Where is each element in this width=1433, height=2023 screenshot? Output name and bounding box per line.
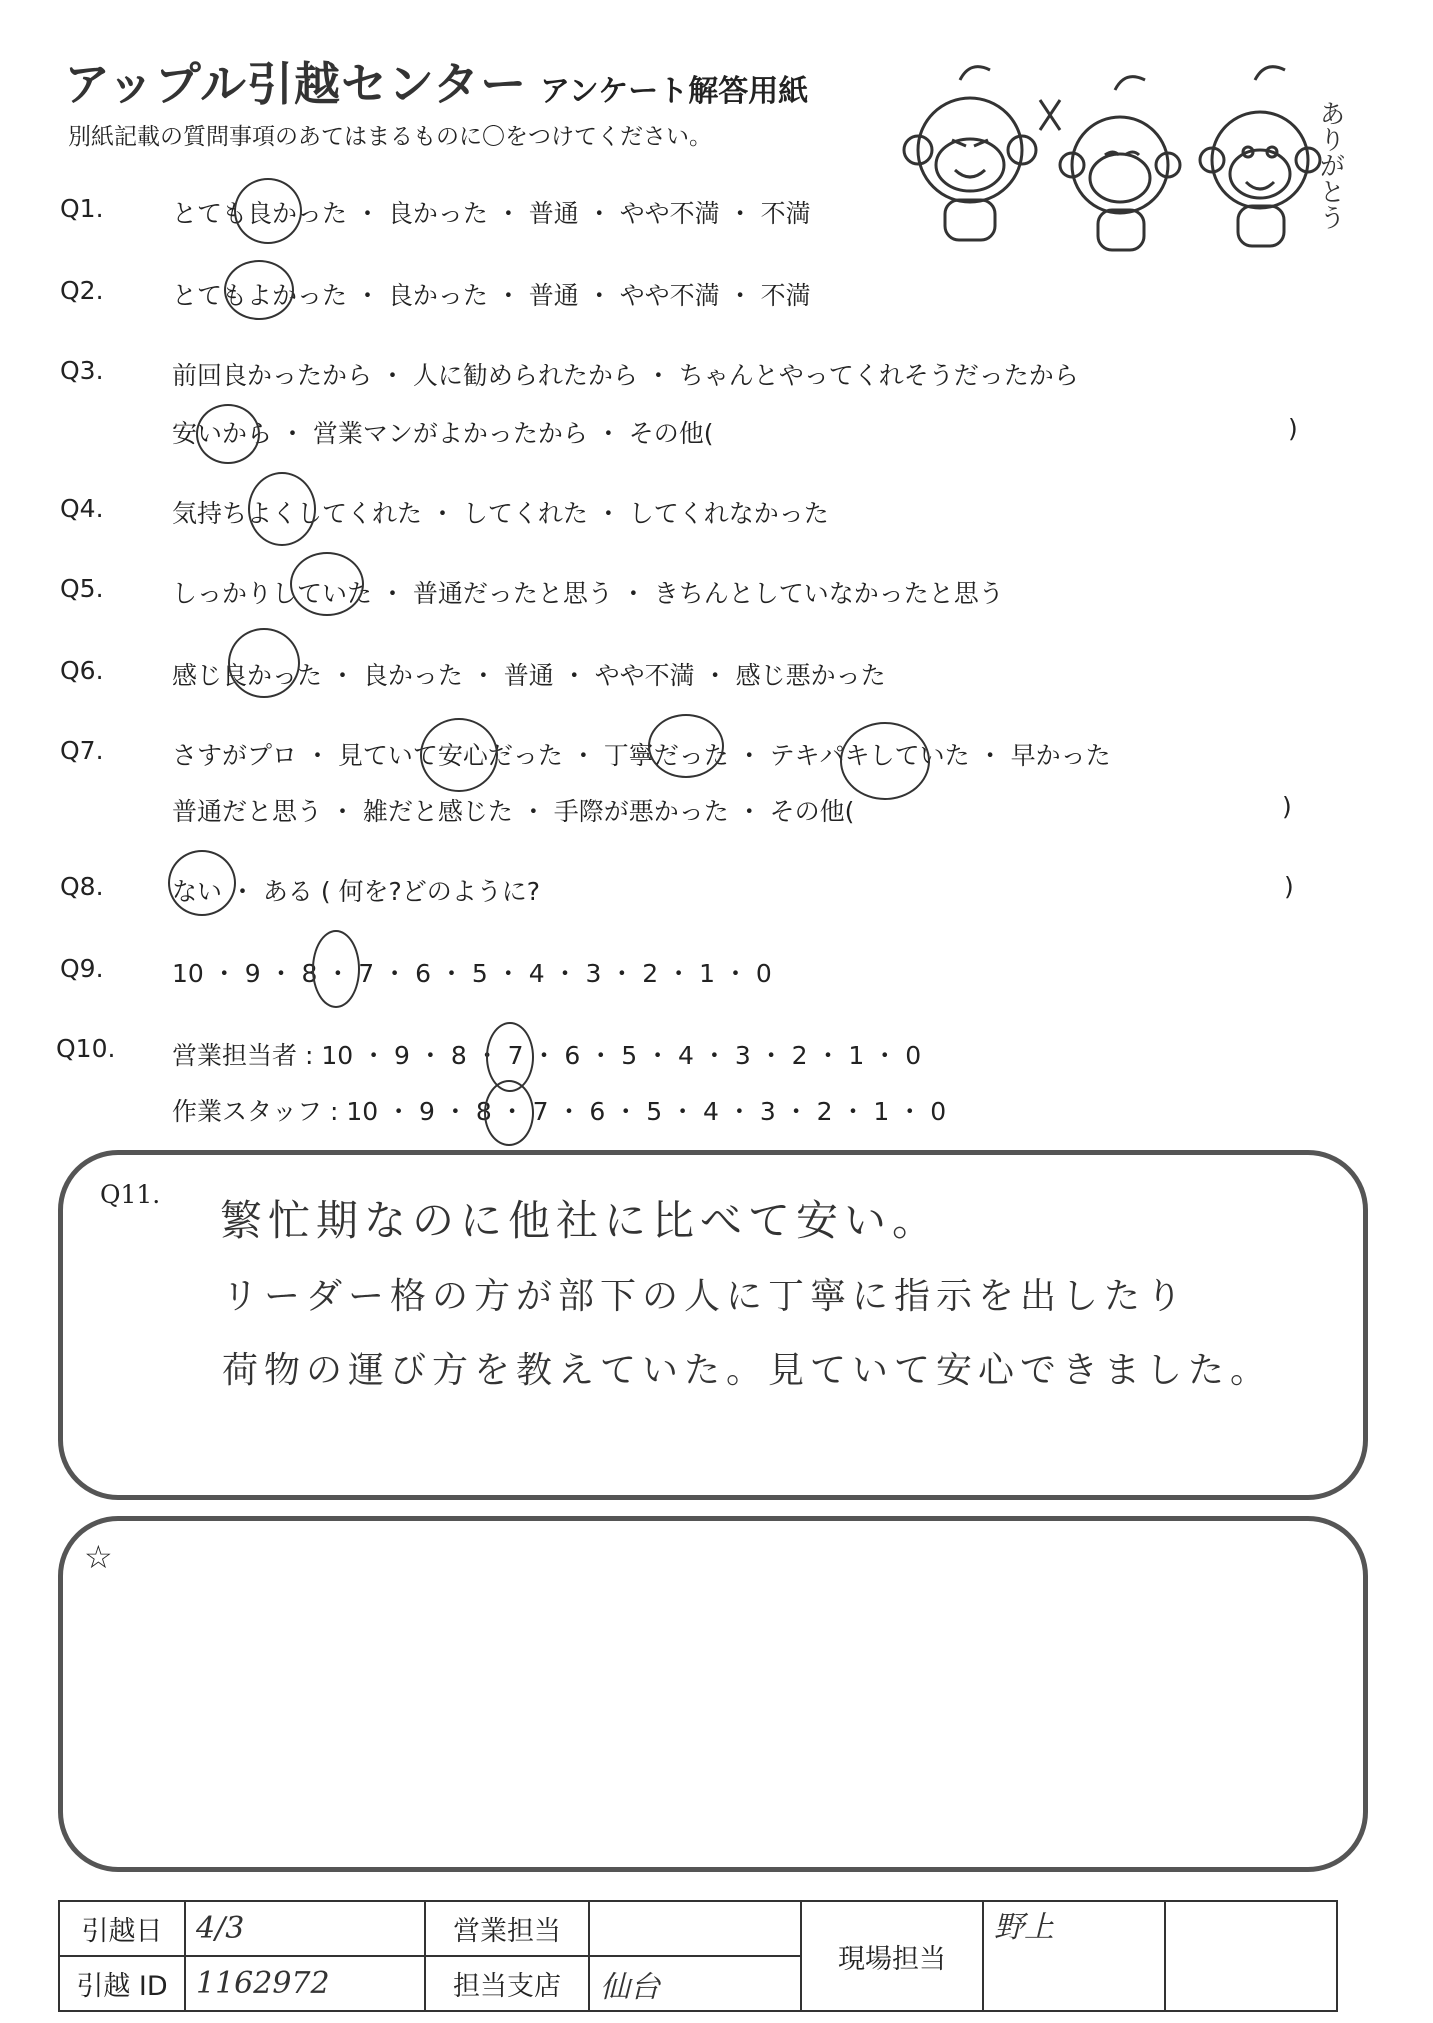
q10-label: Q10. xyxy=(56,1034,116,1063)
q2-label: Q2. xyxy=(60,276,104,305)
q11-comment-line-3: 荷物の運び方を教えていた。見ていて安心できました。 xyxy=(222,1350,1273,1391)
brand-title: アップル引越センター xyxy=(64,57,528,111)
q2-options: とてもよかった ・ 良かった ・ 普通 ・ やや不満 ・ 不満 xyxy=(172,281,811,310)
mascot-caption: ありがとう xyxy=(1315,100,1345,230)
footer-info-table xyxy=(58,1900,1338,2012)
q4-label: Q4. xyxy=(60,494,104,523)
monkey-mascots-illustration xyxy=(900,40,1360,260)
q7-options-line1: さすがプロ ・ 見ていて安心だった ・ 丁寧だった ・ テキパキしていた ・ 早かった xyxy=(172,741,1111,770)
q5-options: しっかりしていた ・ 普通だったと思う ・ きちんとしていなかったと思う xyxy=(172,579,1004,608)
moving-id-label: 引越 ID xyxy=(59,1956,185,2011)
q11-comment-line-1: 繁忙期なのに他社に比べて安い。 xyxy=(220,1196,941,1245)
q7-answer-circle-1 xyxy=(420,718,498,792)
q6-label: Q6. xyxy=(60,656,104,685)
q10-sales-scale: 営業担当者 : 10 ・ 9 ・ 8 ・ 7 ・ 6 ・ 5 ・ 4 ・ 3 ・ 2 ・ 1 ・ 0 xyxy=(172,1041,922,1070)
star-comment-box xyxy=(58,1516,1368,1872)
q3-answer-circle xyxy=(196,404,260,464)
branch-value: 仙台 xyxy=(589,1956,801,2011)
branch-label: 担当支店 xyxy=(425,1956,589,2011)
q7-label: Q7. xyxy=(60,736,104,765)
q1-options: とても良かった ・ 良かった ・ 普通 ・ やや不満 ・ 不満 xyxy=(172,199,811,228)
q5-answer-circle xyxy=(290,552,364,616)
q7-options-line2: 普通だと思う ・ 雑だと感じた ・ 手際が悪かった ・ その他( xyxy=(172,797,855,826)
q3-paren-close: ) xyxy=(1288,414,1298,443)
q11-comment-line-2: リーダー格の方が部下の人に丁寧に指示を出したり xyxy=(222,1276,1189,1317)
q7-paren-close: ) xyxy=(1282,792,1292,821)
q7-answer-circle-3 xyxy=(840,722,930,800)
q2-answer-circle xyxy=(224,260,294,320)
q9-label: Q9. xyxy=(60,954,104,983)
site-rep-label: 現場担当 xyxy=(801,1901,983,2011)
q8-options: ない ・ ある ( 何を?どのように? xyxy=(172,877,541,906)
q7-answer-circle-2 xyxy=(648,714,724,778)
q3-options-line1: 前回良かったから ・ 人に勧められたから ・ ちゃんとやってくれそうだったから xyxy=(172,361,1079,390)
sales-rep-value xyxy=(589,1901,801,1956)
moving-date-value: 4/3 xyxy=(185,1901,425,1956)
q6-answer-circle xyxy=(228,628,300,698)
q3-label: Q3. xyxy=(60,356,104,385)
q11-label: Q11. xyxy=(100,1180,161,1209)
q10-staff-scale: 作業スタッフ : 10 ・ 9 ・ 8 ・ 7 ・ 6 ・ 5 ・ 4 ・ 3 ・ 2 ・ 1 ・ 0 xyxy=(172,1097,947,1126)
star-icon: ☆ xyxy=(84,1538,113,1576)
moving-date-label: 引越日 xyxy=(59,1901,185,1956)
q5-label: Q5. xyxy=(60,574,104,603)
q8-paren-close: ) xyxy=(1284,872,1294,901)
q3-options-line2: 安いから ・ 営業マンがよかったから ・ その他( xyxy=(172,419,714,448)
q9-answer-circle xyxy=(312,930,360,1008)
moving-id-value: 1162972 xyxy=(185,1956,425,2011)
q4-answer-circle xyxy=(248,472,316,546)
q1-answer-circle xyxy=(234,178,302,244)
site-rep-value: 野上 xyxy=(983,1901,1165,2011)
q1-label: Q1. xyxy=(60,194,104,223)
q8-answer-circle xyxy=(168,850,236,916)
sales-rep-label: 営業担当 xyxy=(425,1901,589,1956)
site-rep-extra xyxy=(1165,1901,1337,2011)
q8-label: Q8. xyxy=(60,872,104,901)
form-subtitle: アンケート解答用紙 xyxy=(540,74,809,109)
q10-staff-answer-circle xyxy=(484,1080,534,1146)
q9-scale: 10 ・ 9 ・ 8 ・ 7 ・ 6 ・ 5 ・ 4 ・ 3 ・ 2 ・ 1 ・ 0 xyxy=(172,959,772,988)
q6-options: 感じ良かった ・ 良かった ・ 普通 ・ やや不満 ・ 感じ悪かった xyxy=(172,661,886,690)
instructions: 別紙記載の質問事項のあてはまるものに〇をつけてください。 xyxy=(68,124,712,150)
q4-options: 気持ちよくしてくれた ・ してくれた ・ してくれなかった xyxy=(172,499,829,528)
